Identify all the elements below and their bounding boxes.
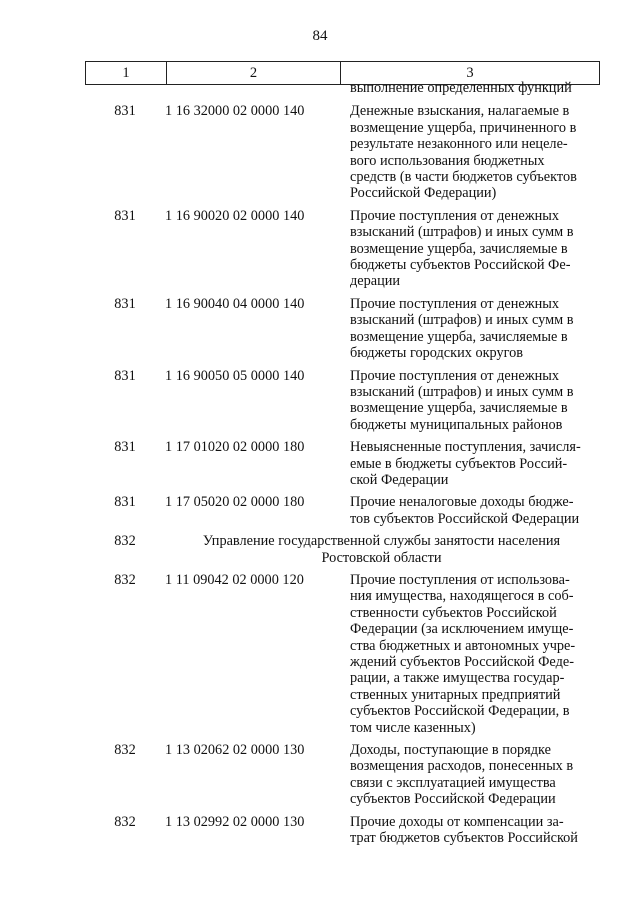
header-col-2: 2 xyxy=(167,62,341,85)
header-col-1: 1 xyxy=(86,62,167,85)
agency-name xyxy=(165,533,598,566)
table-row xyxy=(85,572,600,736)
description-line: том числе казенных) xyxy=(350,719,476,736)
budget-classification-code: 1 13 02992 02 0000 130 xyxy=(165,813,305,830)
income-description xyxy=(348,742,600,808)
description-line: Прочие поступления от денежных xyxy=(350,367,559,384)
income-description xyxy=(348,572,600,736)
description-line: тов субъектов Российской Федерации xyxy=(350,510,580,527)
budget-classification-code: 1 16 90040 04 0000 140 xyxy=(165,295,305,312)
description-line: ства бюджетных и автономных учре- xyxy=(350,637,576,654)
description-line: вого использования бюджетных xyxy=(350,152,545,169)
description-line: возмещения расходов, понесенных в xyxy=(350,758,574,775)
description-line: субъектов Российской Федерации xyxy=(350,791,556,808)
table-row xyxy=(85,494,600,527)
description-line: бюджеты субъектов Российской Фе- xyxy=(350,257,571,274)
admin-code: 832 xyxy=(114,742,136,759)
description-line: трат бюджетов субъектов Российской xyxy=(350,830,578,847)
table-row xyxy=(85,368,600,434)
description-line: Прочие доходы от компенсации за- xyxy=(350,813,564,830)
description-line: возмещение ущерба, зачисляемые в xyxy=(350,328,568,345)
admin-code: 832 xyxy=(114,813,136,830)
description-line: ния имущества, находящегося в соб- xyxy=(350,588,574,605)
budget-classification-code: 1 11 09042 02 0000 120 xyxy=(165,571,304,588)
admin-code: 831 xyxy=(114,494,136,511)
description-line: ской Федерации xyxy=(350,471,449,488)
description-line: Федерации (за исключением имуще- xyxy=(350,621,574,638)
description-line: субъектов Российской Федерации, в xyxy=(350,703,570,720)
agency-code: 832 xyxy=(114,533,136,550)
description-line: Прочие поступления от денежных xyxy=(350,207,559,224)
agency-name-line: Ростовской области xyxy=(321,549,442,566)
description-line: емые в бюджеты субъектов Россий- xyxy=(350,455,568,472)
admin-code: 832 xyxy=(114,571,136,588)
income-description xyxy=(348,368,600,434)
description-line: бюджеты городских округов xyxy=(350,345,524,362)
continuation-text: выполнение определенных функций xyxy=(350,80,572,96)
budget-classification-code: 1 16 90050 05 0000 140 xyxy=(165,367,305,384)
table-row xyxy=(85,439,600,488)
table-row xyxy=(85,742,600,808)
description-line: взысканий (штрафов) и иных сумм в xyxy=(350,312,574,329)
description-line: результате незаконного или нецеле- xyxy=(350,136,568,153)
admin-code: 831 xyxy=(114,295,136,312)
table-row xyxy=(85,296,600,362)
header-col-3: 3 xyxy=(341,62,600,85)
description-line: взысканий (штрафов) и иных сумм в xyxy=(350,224,574,241)
table-body xyxy=(85,80,600,852)
description-line: рации, а также имущества государ- xyxy=(350,670,565,687)
description-line: Прочие поступления от денежных xyxy=(350,295,559,312)
description-line: бюджеты муниципальных районов xyxy=(350,416,563,433)
table-row xyxy=(85,103,600,201)
income-description xyxy=(348,208,600,290)
description-line: Доходы, поступающие в порядке xyxy=(350,742,551,759)
budget-classification-code: 1 13 02062 02 0000 130 xyxy=(165,742,305,759)
budget-classification-code: 1 17 05020 02 0000 180 xyxy=(165,494,305,511)
description-line: связи с эксплуатацией имущества xyxy=(350,774,556,791)
description-line: Прочие неналоговые доходы бюдже- xyxy=(350,494,574,511)
income-description xyxy=(348,103,600,201)
continuation-row xyxy=(85,80,600,96)
description-line: средств (в части бюджетов субъектов xyxy=(350,169,577,186)
table-row xyxy=(85,814,600,847)
income-description xyxy=(348,494,600,527)
admin-code: 831 xyxy=(114,367,136,384)
income-description xyxy=(348,439,600,488)
description-line: возмещение ущерба, зачисляемые в xyxy=(350,240,568,257)
income-description xyxy=(348,296,600,362)
description-line: возмещение ущерба, причиненного в xyxy=(350,119,577,136)
table-row xyxy=(85,208,600,290)
description-line: Российской Федерации) xyxy=(350,185,497,202)
description-line: возмещение ущерба, зачисляемые в xyxy=(350,400,568,417)
description-line: ственности субъектов Российской xyxy=(350,604,557,621)
description-line: Прочие поступления от использова- xyxy=(350,571,570,588)
admin-code: 831 xyxy=(114,103,136,120)
budget-classification-code: 1 17 01020 02 0000 180 xyxy=(165,439,305,456)
description-line: ждений субъектов Российской Феде- xyxy=(350,654,574,670)
admin-code: 831 xyxy=(114,207,136,224)
budget-classification-code: 1 16 90020 02 0000 140 xyxy=(165,207,305,224)
description-line: Невыясненные поступления, зачисля- xyxy=(350,439,581,456)
budget-classification-code: 1 16 32000 02 0000 140 xyxy=(165,103,305,120)
agency-name-line: Управление государственной службы занятости населения xyxy=(202,533,561,550)
description-line: дерации xyxy=(350,273,401,290)
agency-row xyxy=(85,533,600,566)
description-line: ственных унитарных предприятий xyxy=(350,686,561,703)
description-line: Денежные взыскания, налагаемые в xyxy=(350,103,570,120)
description-line: взысканий (штрафов) и иных сумм в xyxy=(350,383,574,400)
income-description xyxy=(348,814,600,847)
page-number: 84 xyxy=(312,28,328,44)
admin-code: 831 xyxy=(114,439,136,456)
